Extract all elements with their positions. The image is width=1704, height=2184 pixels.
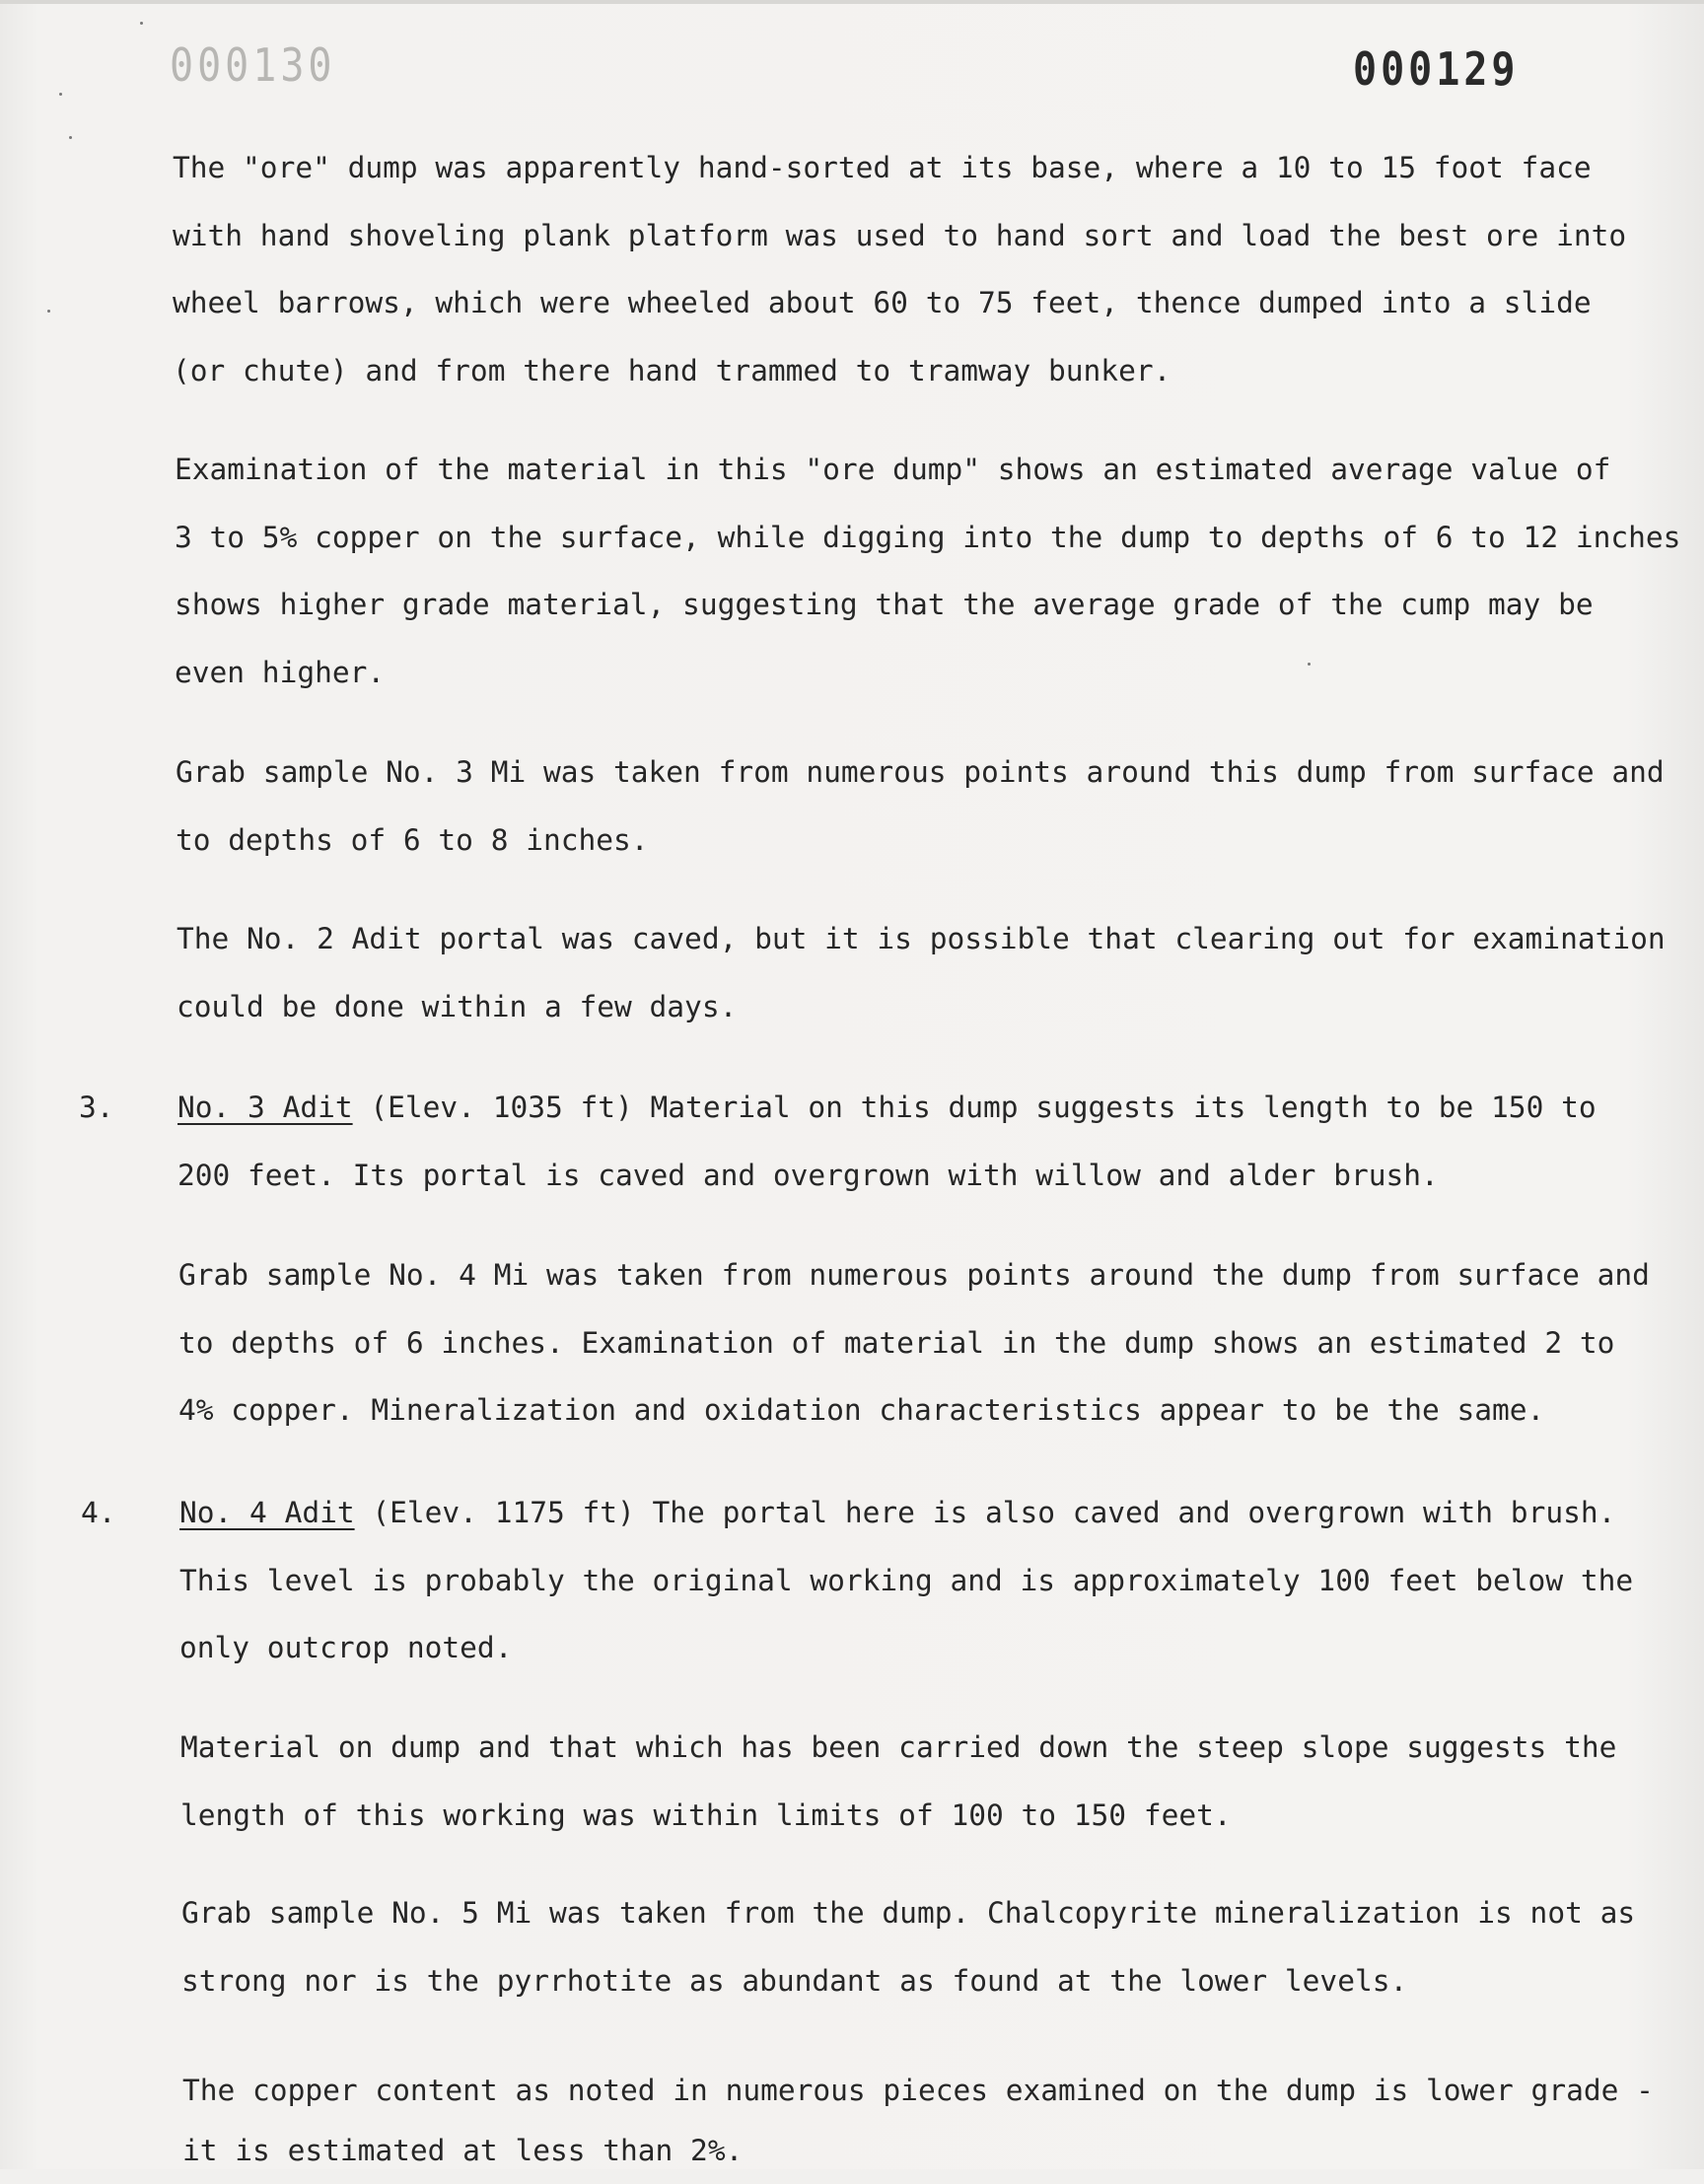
text-line: (or chute) and from there hand trammed to tramway bunker.: [173, 337, 1626, 405]
text-line: [178, 1074, 1597, 1142]
faded-page-number: 000130: [170, 40, 336, 93]
text-line: Grab sample No. 5 Mi was taken from the dump. Chalcopyrite mineralization is not as: [181, 1879, 1635, 1947]
paragraph-no2-adit: [177, 905, 1666, 1040]
text-line: could be done within a few days.: [177, 973, 1666, 1041]
text-line: wheel barrows, which were wheeled about 60 to 75 feet, thence dumped into a slide: [173, 269, 1626, 337]
item-number-3: 3.: [79, 1074, 114, 1142]
text-line: The No. 2 Adit portal was caved, but it is possible that clearing out for examination: [177, 905, 1666, 973]
paragraph-sample-3: [176, 739, 1665, 874]
text-line: Grab sample No. 4 Mi was taken from numerous points around the dump from surface and: [178, 1241, 1650, 1309]
paragraph-copper-content: [182, 2057, 1654, 2184]
text-line: strong nor is the pyrrhotite as abundant as found at the lower levels.: [181, 1947, 1635, 2015]
text-line: to depths of 6 inches. Examination of material in the dump shows an estimated 2 to: [178, 1309, 1650, 1377]
text-line: The copper content as noted in numerous pieces examined on the dump is lower grade -: [182, 2057, 1654, 2125]
text-line: shows higher grade material, suggesting that the average grade of the cump may be: [175, 571, 1680, 639]
text-line: Examination of the material in this "ore dump" shows an estimated average value of: [175, 436, 1680, 504]
item-number-4: 4.: [81, 1479, 116, 1547]
paragraph-material-dump: [180, 1714, 1616, 1849]
text-line: to depths of 6 to 8 inches.: [176, 807, 1665, 875]
text-line: 3 to 5% copper on the surface, while digging into the dump to depths of 6 to 12 inches: [175, 504, 1680, 572]
paragraph-sample-5: [181, 1879, 1635, 2014]
paragraph-ore-dump: [173, 134, 1626, 404]
text-line: Grab sample No. 3 Mi was taken from numerous points around this dump from surface and: [176, 739, 1665, 807]
text-line: only outcrop noted.: [179, 1614, 1633, 1682]
item-4-text: (Elev. 1175 ft) The portal here is also caved and overgrown with brush.: [355, 1496, 1616, 1529]
item-3-text: (Elev. 1035 ft) Material on this dump suggests its length to be 150 to: [353, 1091, 1597, 1124]
item-4-no4-adit: [179, 1479, 1633, 1682]
text-line: with hand shoveling plank platform was used to hand sort and load the best ore into: [173, 202, 1626, 270]
text-line: 200 feet. Its portal is caved and overgrown with willow and alder brush.: [178, 1142, 1597, 1210]
text-line: even higher.: [175, 639, 1680, 707]
text-line: The "ore" dump was apparently hand-sorted at its base, where a 10 to 15 foot face: [173, 134, 1626, 202]
item-3-heading: No. 3 Adit: [178, 1091, 353, 1124]
item-3-no3-adit: [178, 1074, 1597, 1209]
text-line: 4% copper. Mineralization and oxidation characteristics appear to be the same.: [178, 1376, 1650, 1444]
text-line: [179, 1479, 1633, 1547]
text-line: This level is probably the original working and is approximately 100 feet below the: [179, 1547, 1633, 1615]
item-4-heading: No. 4 Adit: [179, 1496, 355, 1529]
text-line: Material on dump and that which has been carried down the steep slope suggests the: [180, 1714, 1616, 1782]
paragraph-examination: [175, 436, 1680, 706]
text-line: length of this working was within limits of 100 to 150 feet.: [180, 1782, 1616, 1850]
paragraph-sample-4: [178, 1241, 1650, 1444]
text-line: it is estimated at less than 2%.: [182, 2117, 1654, 2184]
page-number: 000129: [1353, 44, 1520, 97]
